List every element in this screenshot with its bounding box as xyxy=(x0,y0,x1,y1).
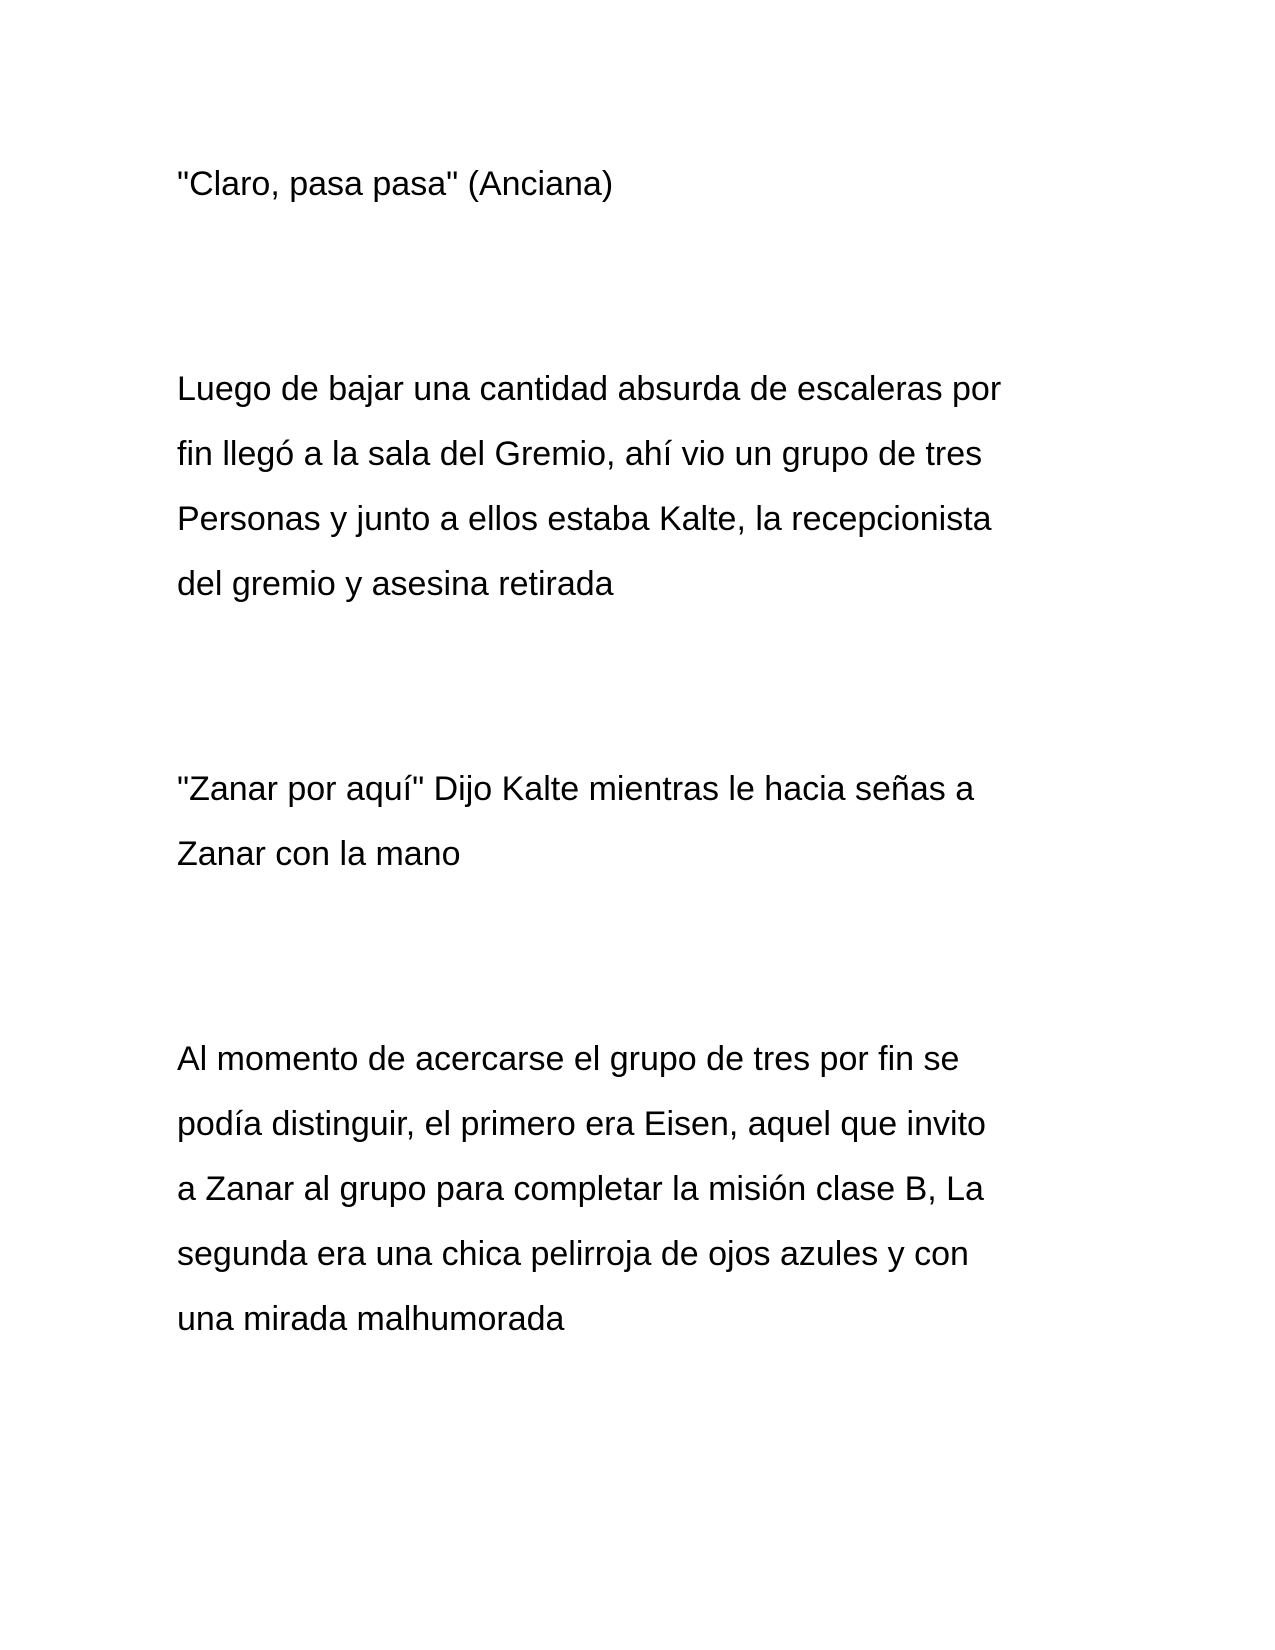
paragraph-dialogue-kalte: "Zanar por aquí" Dijo Kalte mientras le hacia señas a Zanar con la mano xyxy=(177,770,975,873)
document-body xyxy=(177,152,1107,1352)
paragraph-guild-hall: Luego de bajar una cantidad absurda de escaleras por fin llegó a la sala del Gremio, ahí vio un grupo de tres Personas y junto a ellos estaba Kalte, la recepcionista del gremio y asesina retirada xyxy=(177,370,1002,603)
paragraph-group-description: Al momento de acercarse el grupo de tres por fin se podía distinguir, el primero era Eisen, aquel que invito a Zanar al grupo para completar la misión clase B, La segunda era una chica pelirroja de ojos azules y con una mirada malhumorada xyxy=(177,1040,986,1338)
paragraph-dialogue-anciana: "Claro, pasa pasa" (Anciana) xyxy=(177,165,614,203)
